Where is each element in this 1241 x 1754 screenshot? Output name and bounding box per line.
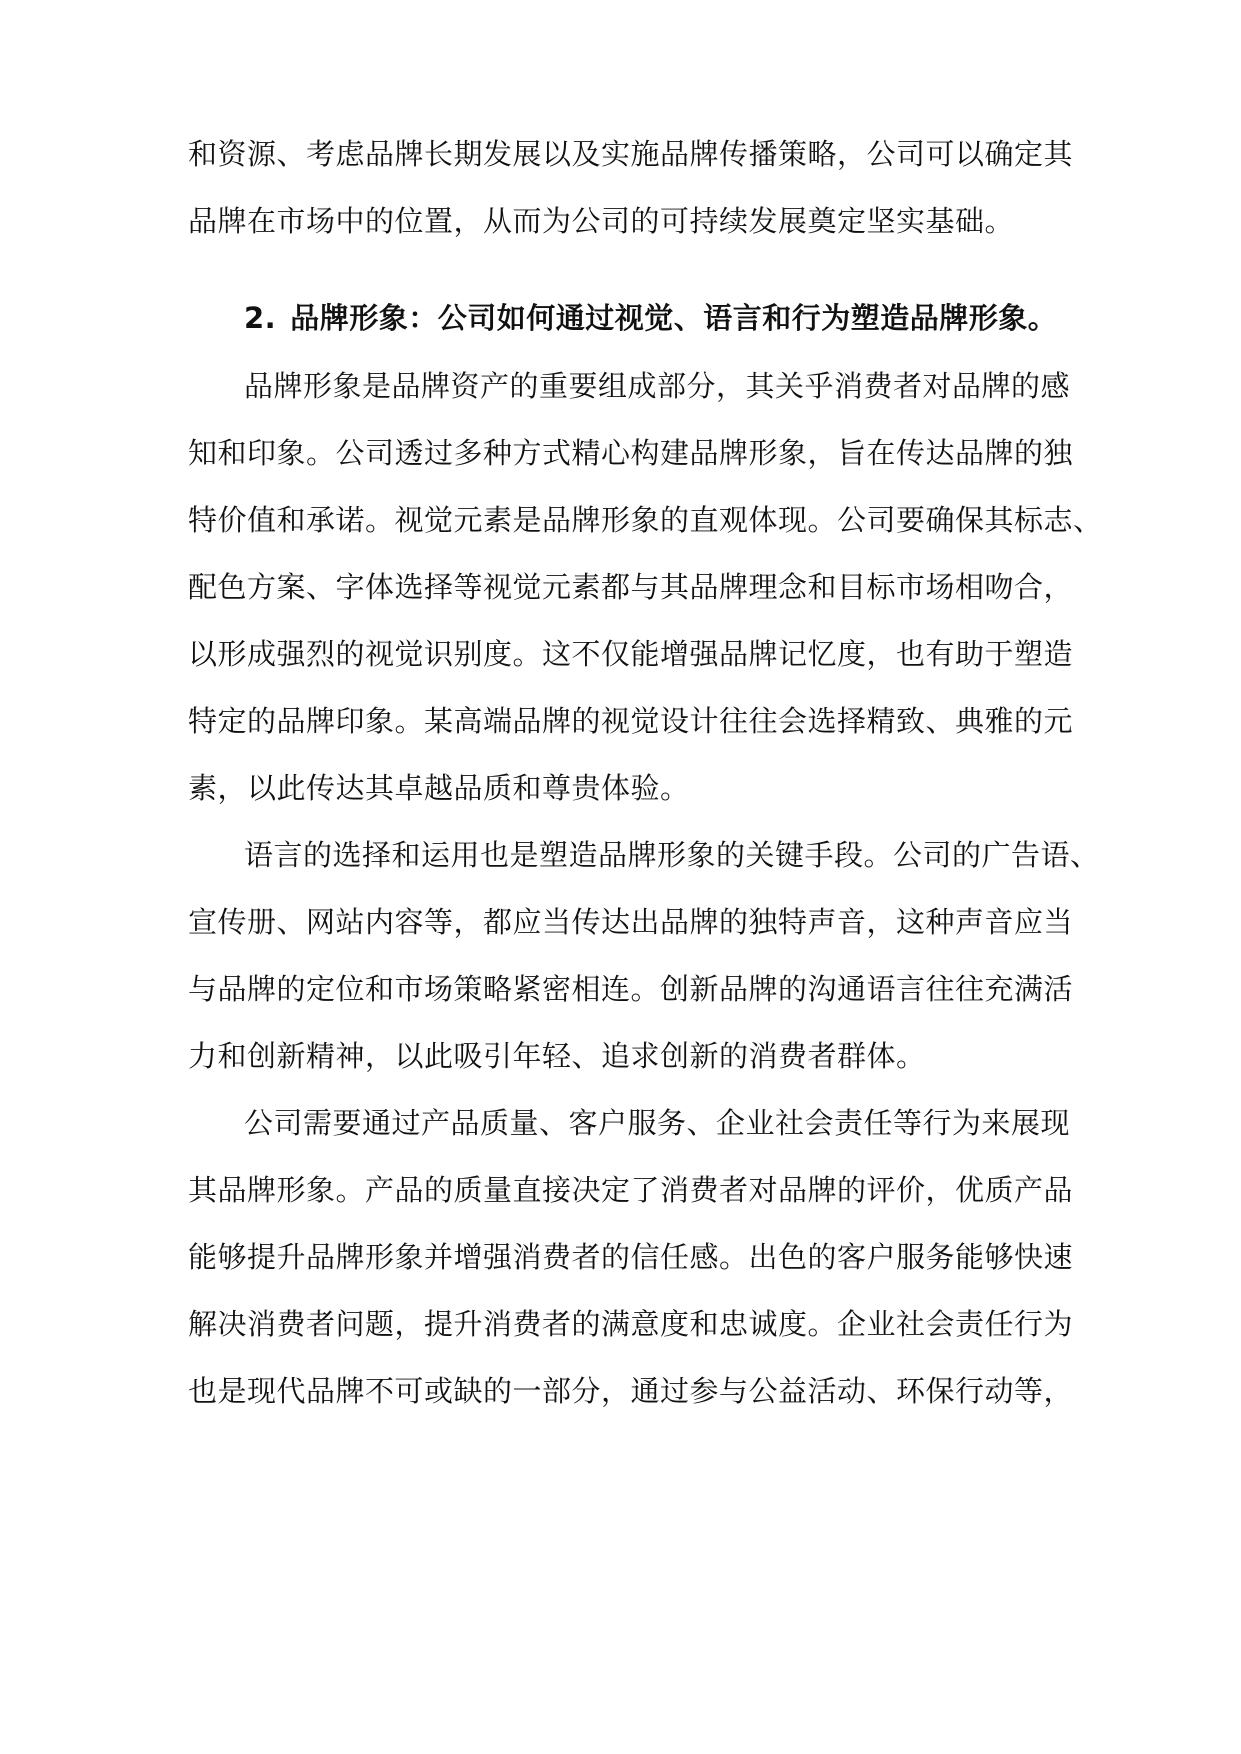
paragraph-3-line-2: 其品牌形象。产品的质量直接决定了消费者对品牌的评价，优质产品 — [188, 1173, 1074, 1207]
paragraph-3-line-1: 公司需要通过产品质量、客户服务、企业社会责任等行为来展现 — [244, 1106, 1071, 1140]
paragraph-2-line-3: 与品牌的定位和市场策略紧密相连。创新品牌的沟通语言往往充满活 — [188, 972, 1074, 1006]
paragraph-1-line-3: 特价值和承诺。视觉元素是品牌形象的直观体现。公司要确保其标志、 — [188, 503, 1103, 537]
paragraph-2-line-2: 宣传册、网站内容等，都应当传达出品牌的独特声音，这种声音应当 — [188, 905, 1074, 939]
section-heading — [244, 298, 1084, 338]
paragraph-1-line-4: 配色方案、字体选择等视觉元素都与其品牌理念和目标市场相吻合， — [188, 570, 1074, 604]
paragraph-1-line-2: 知和印象。公司透过多种方式精心构建品牌形象，旨在传达品牌的独 — [188, 436, 1074, 470]
paragraph-2-line-1: 语言的选择和运用也是塑造品牌形象的关键手段。公司的广告语、 — [244, 838, 1100, 872]
paragraph-1-line-5: 以形成强烈的视觉识别度。这不仅能增强品牌记忆度，也有助于塑造 — [188, 637, 1074, 671]
paragraph-3-line-3: 能够提升品牌形象并增强消费者的信任感。出色的客户服务能够快速 — [188, 1240, 1074, 1274]
section-number: 2. — [244, 301, 277, 335]
paragraph-1-line-1: 品牌形象是品牌资产的重要组成部分，其关乎消费者对品牌的感 — [244, 369, 1071, 403]
intro-line-1: 和资源、考虑品牌长期发展以及实施品牌传播策略，公司可以确定其 — [188, 137, 1074, 171]
intro-line-2: 品牌在市场中的位置，从而为公司的可持续发展奠定坚实基础。 — [188, 204, 1015, 238]
paragraph-1-line-6: 特定的品牌印象。某高端品牌的视觉设计往往会选择精致、典雅的元 — [188, 704, 1074, 738]
paragraph-1-line-7: 素，以此传达其卓越品质和尊贵体验。 — [188, 771, 690, 805]
section-title: 品牌形象：公司如何通过视觉、语言和行为塑造品牌形象。 — [290, 301, 1058, 335]
paragraph-3-line-4: 解决消费者问题，提升消费者的满意度和忠诚度。企业社会责任行为 — [188, 1307, 1074, 1341]
paragraph-3-line-5: 也是现代品牌不可或缺的一部分，通过参与公益活动、环保行动等， — [188, 1374, 1074, 1408]
paragraph-2-line-4: 力和创新精神，以此吸引年轻、追求创新的消费者群体。 — [188, 1039, 926, 1073]
